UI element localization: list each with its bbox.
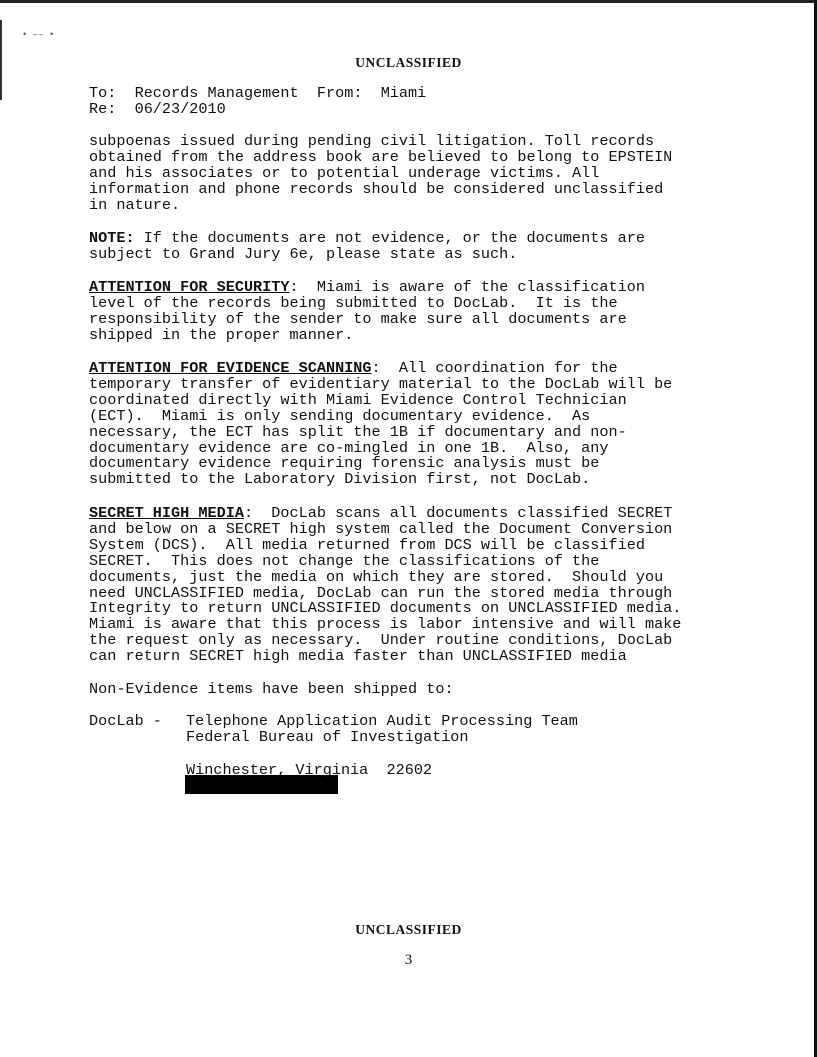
intro-paragraph: [89, 134, 672, 214]
memo-re-value: 06/23/2010: [134, 100, 226, 118]
memo-to-label: To:: [89, 84, 117, 102]
note-paragraph: [89, 231, 645, 263]
memo-re-label: Re:: [89, 100, 117, 118]
evidence-label: ATTENTION FOR EVIDENCE SCANNING: [89, 359, 372, 377]
text-line: submitted to the Laboratory Division first, not DocLab.: [89, 470, 591, 489]
header-classification: UNCLASSIFIED: [355, 55, 462, 70]
text-line: documentary evidence requiring forensic analysis must be: [89, 454, 600, 473]
text-line: ATTENTION FOR EVIDENCE SCANNING: All coordination for the: [89, 359, 618, 377]
text-line: responsibility of the sender to make sure all documents are: [89, 309, 627, 328]
secret-media-paragraph: [89, 506, 681, 665]
evidence-paragraph: [89, 361, 672, 488]
memo-to-value: Records Management: [134, 84, 299, 102]
address-line-2: Federal Bureau of Investigation: [186, 728, 469, 746]
text-line: necessary, the ECT has split the 1B if documentary and non-: [89, 422, 627, 441]
note-label: NOTE:: [89, 229, 135, 247]
text-line: documents, just the media on which they are stored. Should you: [89, 567, 664, 586]
text-line: and below on a SECRET high system called the Document Conversion: [89, 519, 673, 538]
text-line: level of the records being submitted to DocLab. It is the: [89, 293, 618, 312]
scan-edge-top: [0, 0, 817, 3]
text-line: information and phone records should be considered unclassified: [89, 179, 664, 198]
text-line: obtained from the address book are believed to belong to EPSTEIN: [89, 147, 673, 166]
text-line: Miami is aware that this process is labor intensive and will make: [89, 615, 682, 634]
text-line: in nature.: [89, 195, 181, 214]
memo-to-line: [89, 85, 426, 101]
page-number: 3: [404, 952, 413, 968]
text-line: (ECT). Miami is only sending documentary evidence. As: [89, 406, 591, 425]
text-line: subject to Grand Jury 6e, please state as such.: [89, 244, 518, 263]
shipped-line: Non-Evidence items have been shipped to:: [89, 680, 454, 698]
address-line-1: Telephone Application Audit Processing Team: [186, 712, 578, 730]
text-line: System (DCS). All media returned from DCS will be classified: [89, 535, 645, 554]
security-paragraph: [89, 280, 645, 344]
text-line: shipped in the proper manner.: [89, 325, 354, 344]
footer-classification: UNCLASSIFIED: [355, 922, 462, 937]
text-line: temporary transfer of evidentiary material to the DocLab will be: [89, 374, 673, 393]
text-line: documentary evidence are co-mingled in one 1B. Also, any: [89, 438, 609, 457]
text-line: Integrity to return UNCLASSIFIED documents on UNCLASSIFIED media.: [89, 599, 682, 618]
memo-from-value: Miami: [380, 84, 427, 102]
text-line: ATTENTION FOR SECURITY: Miami is aware of the classification: [89, 278, 645, 296]
scan-smudge: • –– •: [22, 30, 55, 40]
memo-from-label: From:: [316, 84, 363, 102]
text-line: NOTE: If the documents are not evidence, or the documents are: [89, 229, 645, 247]
text-line: the request only as necessary. Under routine conditions, DocLab: [89, 631, 673, 650]
memo-re-line: [89, 101, 226, 117]
security-label: ATTENTION FOR SECURITY: [89, 278, 290, 296]
address-recipient: DocLab -: [89, 712, 162, 730]
text-line: coordinated directly with Miami Evidence Control Technician: [89, 390, 627, 409]
text-line: and his associates or to potential underage victims. All: [89, 163, 600, 182]
secret-media-label: SECRET HIGH MEDIA: [89, 504, 244, 522]
text-line: SECRET. This does not change the classifications of the: [89, 551, 600, 570]
text-line: subpoenas issued during pending civil litigation. Toll records: [89, 132, 655, 150]
text-line: SECRET HIGH MEDIA: DocLab scans all documents classified SECRET: [89, 504, 673, 522]
text-line: need UNCLASSIFIED media, DocLab can run the stored media through: [89, 583, 673, 602]
text-line: can return SECRET high media faster than UNCLASSIFIED media: [89, 647, 627, 666]
address-line-3: Winchester, Virginia 22602: [186, 761, 433, 779]
